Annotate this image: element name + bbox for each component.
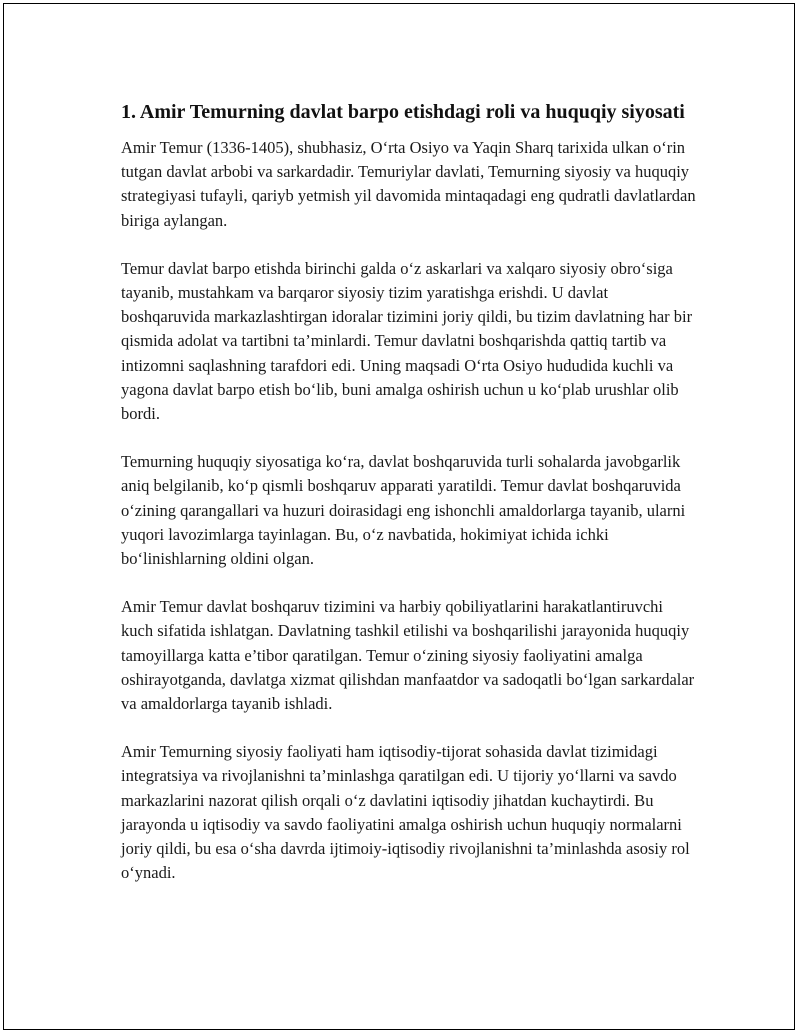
section-heading: 1. Amir Temurning davlat barpo etishdagi roli va huquqiy siyosati xyxy=(121,101,685,123)
paragraph-legal-policy: Temurning huquqiy siyosatiga ko‘ra, davlat boshqaruvida turli sohalarda javobgarlik aniq belgilanib, ko‘p qismli boshqaruv apparati yaratildi. Temur davlat boshqaruvida o‘zining qarangallari va huzuri doirasidagi eng ishonchli amaldorlarga tayanib, ularni yuqori lavozimlarga tayinlagan. Bu, o‘z navbatida, hokimiyat ichida ichki bo‘linishlarning oldini olgan. xyxy=(121,452,686,569)
paragraph-economy: Amir Temurning siyosiy faoliyati ham iqtisodiy-tijorat sohasida davlat tizimidagi integratsiya va rivojlanishni ta’minlashga qaratilgan edi. U tijoriy yo‘llarni va savdo markazlarini nazorat qilish orqali o‘z davlatini iqtisodiy jihatdan kuchaytirdi. Bu jarayonda u iqtisodiy va savdo faoliyatini amalga oshirish uchun huquqiy normalarni joriy qildi, bu esa o‘sha davrda ijtimoiy-iqtisodiy rivojlanishni ta’minlashda asosiy rol o‘ynadi. xyxy=(121,742,690,883)
paragraph-intro: Amir Temur (1336-1405), shubhasiz, O‘rta Osiyo va Yaqin Sharq tarixida ulkan o‘rin tutgan davlat arbobi va sarkardadir. Temuriylar davlati, Temurning siyosiy va huquqiy strategiyasi tufayli, qariyb yetmish yil davomida mintaqadagi eng qudratli davlatlardan biriga aylangan. xyxy=(121,138,696,230)
paragraph-state-building: Temur davlat barpo etishda birinchi galda o‘z askarlari va xalqaro siyosiy obro‘siga tayanib, mustahkam va barqaror siyosiy tizim yaratishga erishdi. U davlat boshqaruvida markazlashtirgan idoralar tizimini joriy qildi, bu tizim davlatning har bir qismida adolat va tartibni ta’minlardi. Temur davlatni boshqarishda qattiq tartib va intizomni saqlashning tarafdori edi. Uning maqsadi O‘rta Osiyo hududida kuchli va yagona davlat barpo etish bo‘lib, buni amalga oshirish uchun u ko‘plab urushlar olib bordi. xyxy=(121,258,693,424)
document-body xyxy=(121,98,696,909)
page-border xyxy=(3,3,795,1030)
paragraph-governance: Amir Temur davlat boshqaruv tizimini va harbiy qobiliyatlarini harakatlantiruvchi kuch sifatida ishlatgan. Davlatning tashkil etilishi va boshqarilishi jarayonida huquqiy tamoyillarga katta e’tibor qaratilgan. Temur o‘zining siyosiy faoliyatini amalga oshirayotganda, davlatga xizmat qilishdan manfaatdor va sadoqatli bo‘lgan sarkardalar va amaldorlarga tayanib ishladi. xyxy=(121,597,695,714)
